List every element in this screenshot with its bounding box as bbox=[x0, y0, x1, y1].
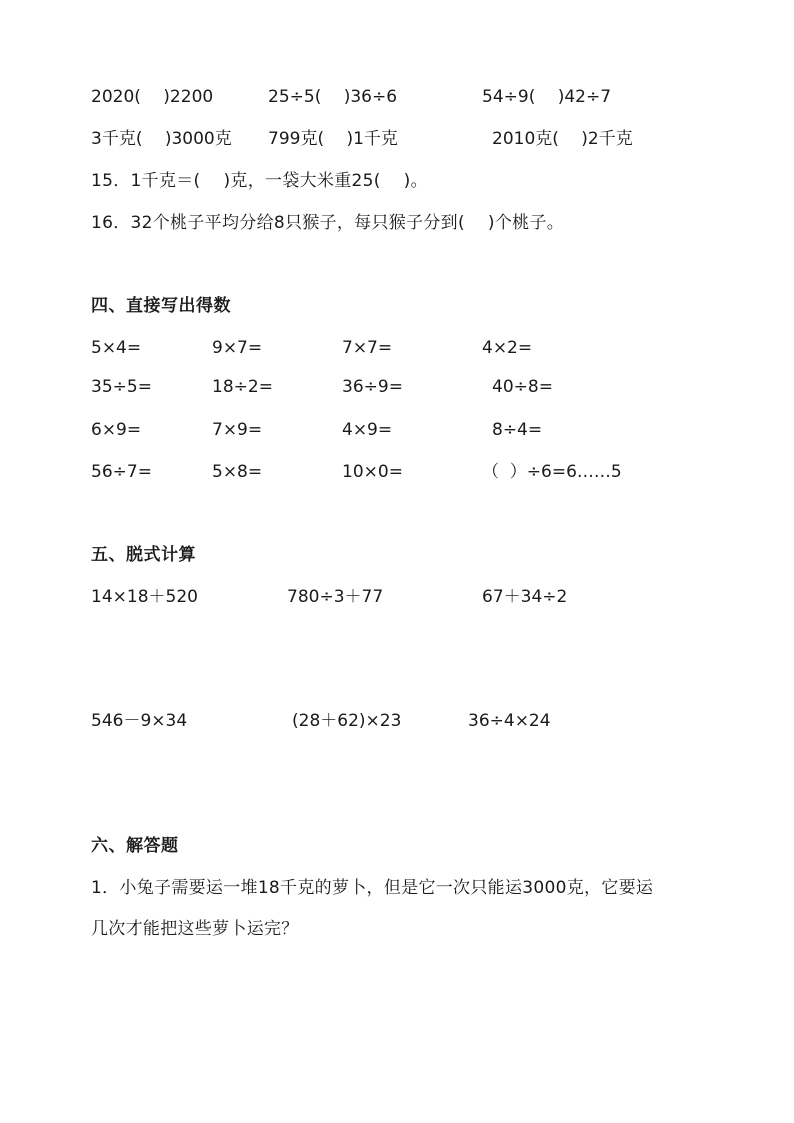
question-16: 16．32个桃子平均分给8只猴子，每只猴子分到( )个桃子。 bbox=[91, 213, 565, 233]
section-5-heading: 五、脱式计算 bbox=[91, 545, 196, 565]
oral-calc-3-2: 7×9= bbox=[212, 420, 263, 440]
oral-calc-3-4: 8÷4= bbox=[492, 420, 543, 440]
comparison-2-2: 799克( )1千克 bbox=[268, 129, 398, 149]
oral-calc-4-4: （ ）÷6=6……5 bbox=[482, 462, 622, 482]
word-problem-1-line-1: 1．小兔子需要运一堆18千克的萝卜，但是它一次只能运3000克，它要运 bbox=[91, 878, 654, 898]
step-calc-2-1: 546－9×34 bbox=[91, 711, 188, 731]
oral-calc-2-1: 35÷5= bbox=[91, 377, 152, 397]
step-calc-1-2: 780÷3＋77 bbox=[287, 587, 384, 607]
comparison-1-2: 25÷5( )36÷6 bbox=[268, 87, 398, 107]
comparison-1-1: 2020( )2200 bbox=[91, 87, 214, 107]
step-calc-2-3: 36÷4×24 bbox=[468, 711, 551, 731]
question-15: 15．1千克＝( )克，一袋大米重25( )。 bbox=[91, 171, 428, 191]
word-problem-1-line-2: 几次才能把这些萝卜运完？ bbox=[91, 919, 299, 939]
oral-calc-2-3: 36÷9= bbox=[342, 377, 403, 397]
step-calc-1-3: 67＋34÷2 bbox=[482, 587, 568, 607]
oral-calc-1-3: 7×7= bbox=[342, 338, 393, 358]
oral-calc-2-4: 40÷8= bbox=[492, 377, 553, 397]
comparison-2-1: 3千克( )3000克 bbox=[91, 129, 232, 149]
oral-calc-1-4: 4×2= bbox=[482, 338, 533, 358]
oral-calc-2-2: 18÷2= bbox=[212, 377, 273, 397]
comparison-2-3: 2010克( )2千克 bbox=[492, 129, 633, 149]
step-calc-2-2: (28＋62)×23 bbox=[292, 711, 402, 731]
oral-calc-4-2: 5×8= bbox=[212, 462, 263, 482]
oral-calc-1-1: 5×4= bbox=[91, 338, 142, 358]
section-4-heading: 四、直接写出得数 bbox=[91, 296, 231, 316]
comparison-1-3: 54÷9( )42÷7 bbox=[482, 87, 612, 107]
section-6-heading: 六、解答题 bbox=[91, 836, 179, 856]
oral-calc-1-2: 9×7= bbox=[212, 338, 263, 358]
oral-calc-3-3: 4×9= bbox=[342, 420, 393, 440]
oral-calc-3-1: 6×9= bbox=[91, 420, 142, 440]
step-calc-1-1: 14×18＋520 bbox=[91, 587, 198, 607]
oral-calc-4-1: 56÷7= bbox=[91, 462, 152, 482]
oral-calc-4-3: 10×0= bbox=[342, 462, 403, 482]
